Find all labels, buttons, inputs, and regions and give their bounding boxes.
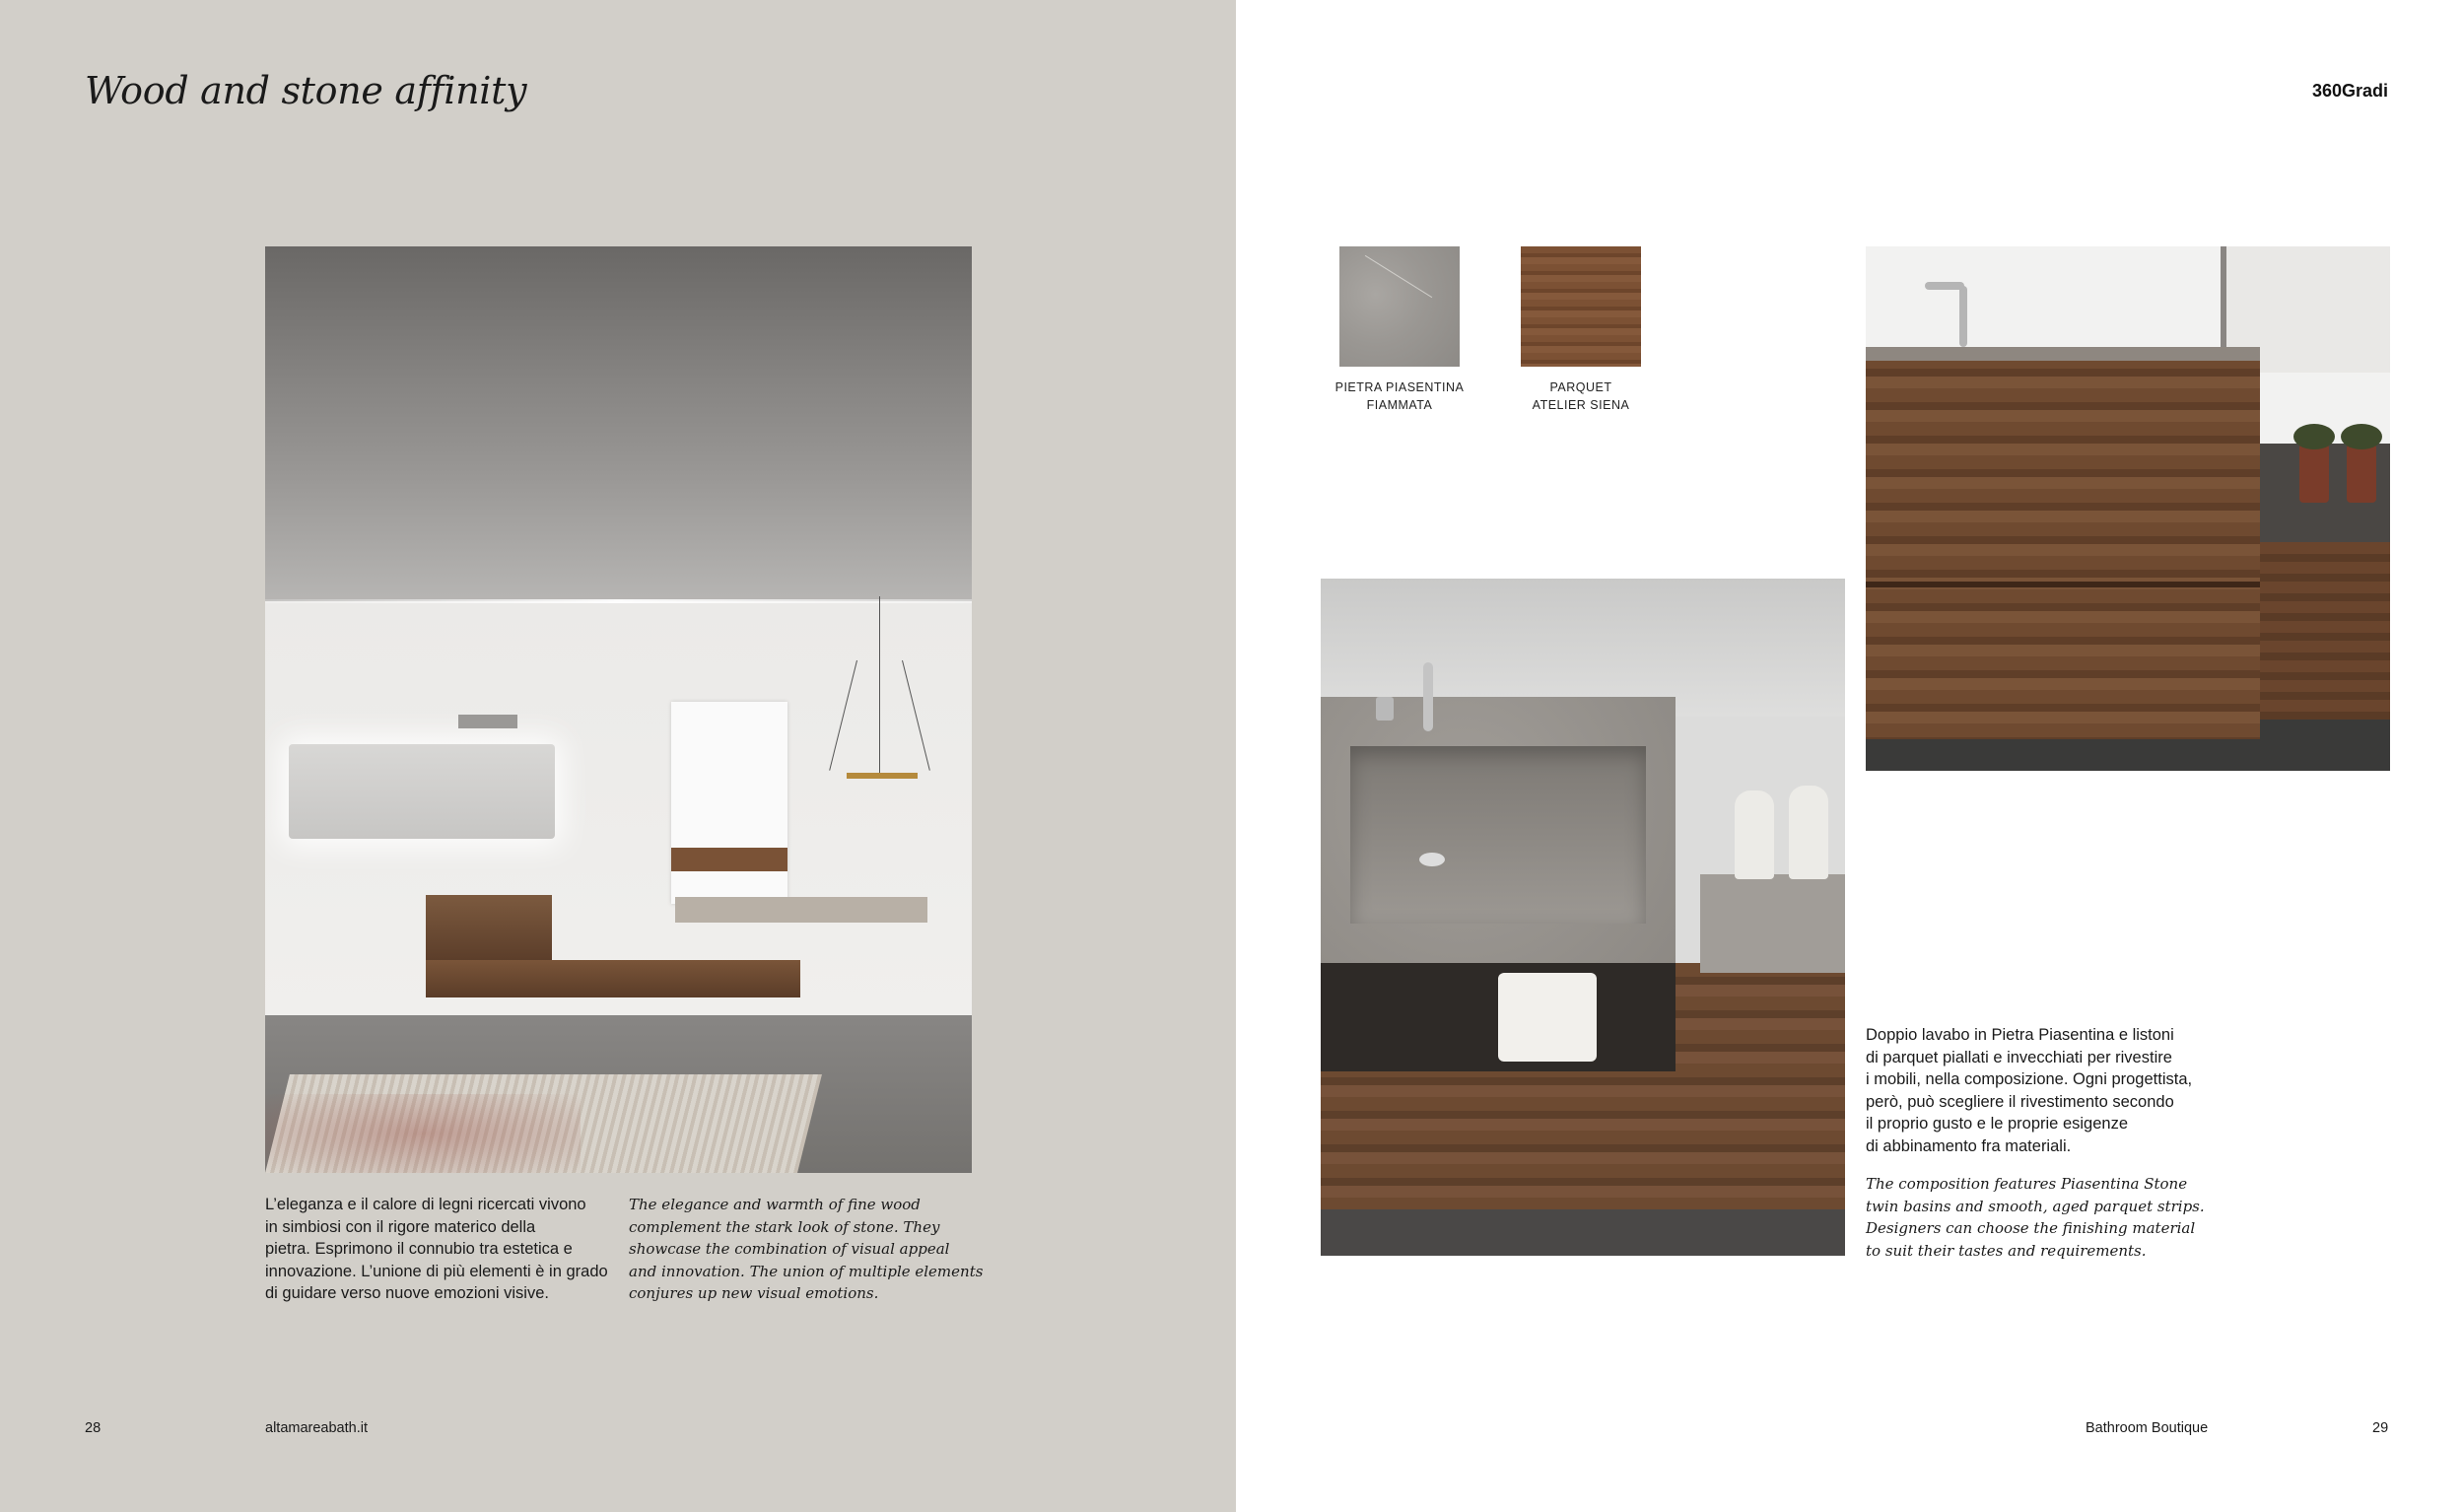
left-italian-text (265, 1194, 620, 1305)
faucet (1423, 662, 1433, 731)
stone-top (1866, 347, 2260, 361)
vanity-side-photo (1866, 246, 2390, 771)
text-line: The elegance and warmth of fine wood (629, 1196, 921, 1213)
text-line: The composition features Piasentina Stone (1866, 1175, 2188, 1193)
text-line: conjures up new visual emotions. (629, 1284, 879, 1302)
wood-swatch-label-line1: PARQUET (1549, 380, 1612, 394)
text-line: pietra. Esprimono il connubio tra estetica e (265, 1240, 573, 1258)
photo-floor (1321, 1209, 1845, 1256)
faucet-spout (1925, 282, 1964, 290)
wood-cabinet (1866, 355, 2260, 739)
stone-basin (1350, 746, 1646, 924)
text-line: innovazione. L’unione di più elementi è in grado (265, 1262, 608, 1280)
plant-pot (2299, 444, 2329, 503)
stone-swatch-label-line1: PIETRA PIASENTINA (1334, 380, 1465, 394)
stone-swatch (1339, 246, 1460, 367)
text-line: showcase the combination of visual appeal (629, 1240, 950, 1258)
towel (1498, 973, 1597, 1062)
text-line: twin basins and smooth, aged parquet strips. (1866, 1197, 2205, 1215)
text-line: in simbiosi con il rigore materico della (265, 1217, 536, 1236)
wood-vanity-upper (426, 895, 552, 960)
soap-bottle (1735, 790, 1774, 879)
text-line: complement the stark look of stone. They (629, 1217, 940, 1236)
text-line: L’eleganza e il calore di legni ricercati vivono (265, 1196, 586, 1213)
left-english-text (629, 1194, 984, 1305)
pendant-lamp (847, 773, 918, 779)
rug-pattern (265, 1094, 581, 1173)
faucet-knob (1376, 697, 1394, 721)
text-line: di guidare verso nuove emozioni visive. (265, 1284, 549, 1302)
stone-side-top (1700, 874, 1845, 973)
stone-basin-photo (1321, 579, 1845, 1256)
wood-swatch-label-line2: ATELIER SIENA (1532, 398, 1630, 412)
faucet (1959, 286, 1967, 347)
wood-swatch (1521, 246, 1641, 367)
main-bathroom-photo (265, 246, 972, 1173)
text-line: di parquet piallati e invecchiati per rivestire (1866, 1048, 2172, 1066)
website-link[interactable]: altamareabath.it (265, 1420, 368, 1436)
tall-mirror-shelf (671, 848, 787, 871)
basin-drain (1419, 853, 1445, 866)
wood-cabinet-rear (2260, 542, 2390, 720)
right-italian-text (1866, 1024, 2221, 1157)
pendant-cord (879, 596, 880, 774)
text-line: and innovation. The union of multiple elements (629, 1262, 984, 1280)
backlit-mirror (289, 744, 555, 839)
text-line: però, può scegliere il rivestimento secondo (1866, 1092, 2174, 1111)
photo-wall (1321, 579, 1845, 717)
text-line: Designers can choose the finishing material (1866, 1219, 2196, 1237)
wood-vanity-lower (426, 960, 800, 997)
brand-name: 360Gradi (2312, 81, 2389, 101)
left-page-number: 28 (85, 1420, 102, 1436)
stone-swatch-label (1311, 378, 1488, 414)
text-line: i mobili, nella composizione. Ogni progettista, (1866, 1070, 2193, 1088)
wood-swatch-label (1492, 378, 1670, 414)
text-line: to suit their tastes and requirements. (1866, 1241, 2147, 1260)
soap-bottle (1789, 786, 1828, 879)
text-line: di abbinamento fra materiali. (1866, 1136, 2072, 1155)
right-page-number: 29 (2372, 1420, 2389, 1436)
text-line: Doppio lavabo in Pietra Piasentina e listoni (1866, 1026, 2174, 1044)
section-name: Bathroom Boutique (2086, 1420, 2209, 1436)
stone-basin-top (675, 897, 927, 923)
stone-swatch-label-line2: FIAMMATA (1366, 398, 1433, 412)
tall-mirror (671, 702, 787, 904)
drawer-gap (1866, 582, 2260, 587)
right-english-text (1866, 1173, 2221, 1262)
mirror-lamp (458, 715, 517, 728)
photo-light-line (265, 599, 972, 603)
text-line: il proprio gusto e le proprie esigenze (1866, 1115, 2128, 1133)
plant-pot (2347, 444, 2376, 503)
page-title: Wood and stone affinity (85, 69, 527, 112)
